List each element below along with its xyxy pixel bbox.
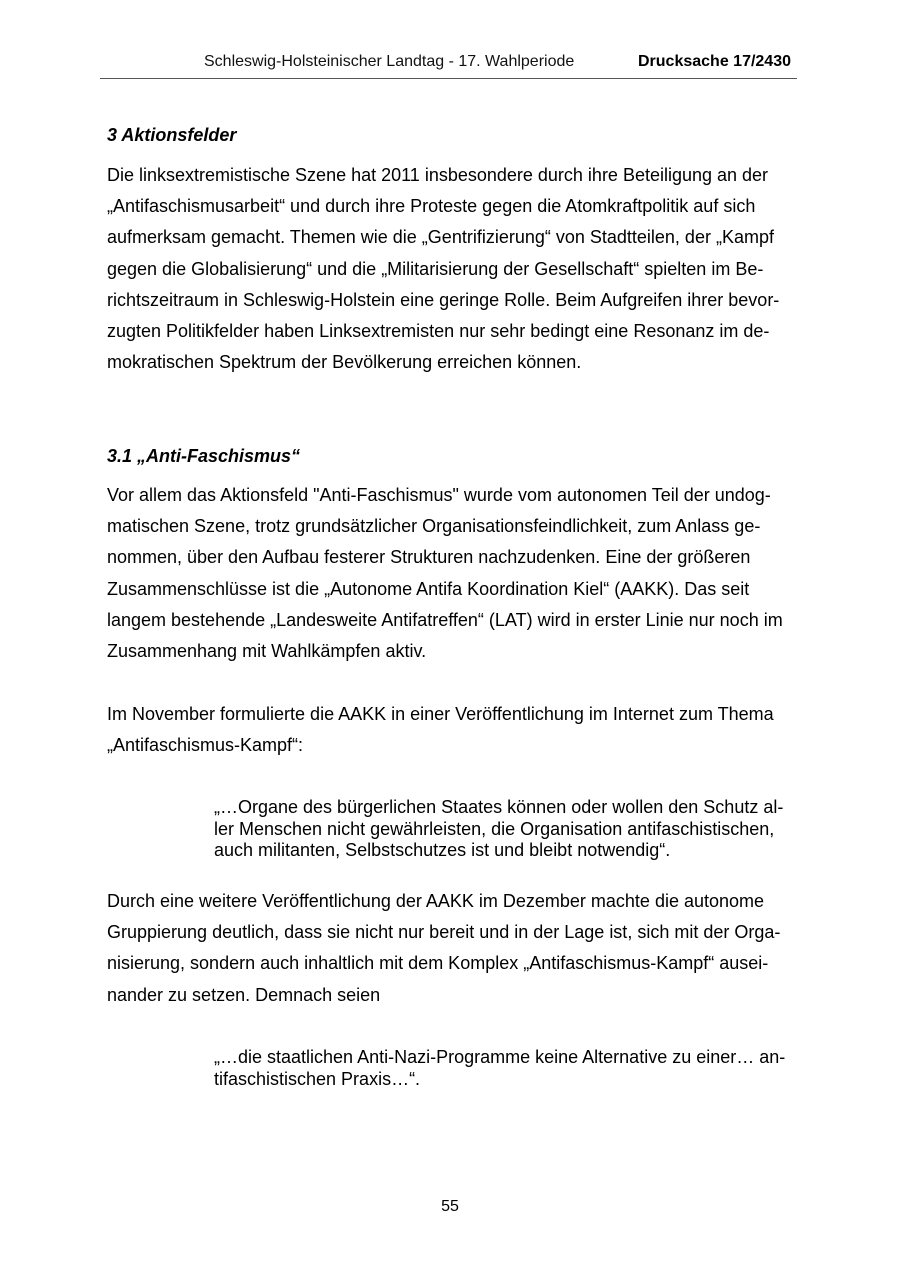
block-quote-1 (214, 797, 783, 862)
section-3-1-paragraph-3 (107, 886, 780, 1011)
paragraph-line: Im November formulierte die AAKK in einer Veröffentlichung im Internet zum Thema (107, 704, 774, 724)
quote-line: ler Menschen nicht gewährleisten, die Organisation antifaschistischen, (214, 818, 775, 839)
paragraph-line: Gruppierung deutlich, dass sie nicht nur bereit und in der Lage ist, sich mit der Orga- (107, 922, 781, 943)
paragraph-line: „Antifaschismusarbeit“ und durch ihre Proteste gegen die Atomkraftpolitik auf sich (107, 196, 756, 217)
quote-line: auch militanten, Selbstschutzes ist und bleibt notwendig“. (214, 840, 671, 860)
section-3-paragraph (107, 160, 779, 378)
page-header (100, 0, 797, 79)
paragraph-line: Zusammenschlüsse ist die „Autonome Antifa Koordination Kiel“ (AAKK). Das seit (107, 578, 750, 599)
paragraph-line: Zusammenhang mit Wahlkämpfen aktiv. (107, 641, 427, 662)
paragraph-line: gegen die Globalisierung“ und die „Militarisierung der Gesellschaft“ spielten im Be- (107, 258, 764, 279)
paragraph-line: nander zu setzen. Demnach seien (107, 984, 381, 1005)
quote-line: „…die staatlichen Anti-Nazi-Programme keine Alternative zu einer… an- (214, 1047, 786, 1067)
page-number: 55 (441, 1198, 459, 1215)
paragraph-line: Vor allem das Aktionsfeld "Anti-Faschismus" wurde vom autonomen Teil der undog- (107, 485, 771, 505)
paragraph-line: langem bestehende „Landesweite Antifatreffen“ (LAT) wird in erster Linie nur noch im (107, 609, 783, 630)
paragraph-line: nommen, über den Aufbau festerer Strukturen nachzudenken. Eine der größeren (107, 547, 751, 568)
paragraph-line: Die linksextremistische Szene hat 2011 insbesondere durch ihre Beteiligung an der (107, 165, 769, 185)
section-3-1-paragraph-1 (107, 480, 783, 667)
paragraph-line: „Antifaschismus-Kampf“: (107, 735, 304, 756)
block-quote-2 (214, 1047, 785, 1090)
paragraph-line: nisierung, sondern auch inhaltlich mit dem Komplex „Antifaschismus-Kampf“ ausei- (107, 953, 769, 974)
quote-line: „…Organe des bürgerlichen Staates können oder wollen den Schutz al- (214, 797, 784, 817)
section-3-1-heading: 3.1 „Anti-Faschismus“ (107, 446, 301, 466)
paragraph-line: aufmerksam gemacht. Themen wie die „Gentrifizierung“ von Stadtteilen, der „Kampf (107, 227, 774, 248)
paragraph-line: zugten Politikfelder haben Linksextremisten nur sehr bedingt eine Resonanz im de- (107, 321, 770, 342)
header-title: Schleswig-Holsteinischer Landtag - 17. Wahlperiode (204, 53, 575, 70)
paragraph-line: mokratischen Spektrum der Bevölkerung erreichen können. (107, 352, 582, 373)
paragraph-line: richtszeitraum in Schleswig-Holstein eine geringe Rolle. Beim Aufgreifen ihrer bevor- (107, 289, 780, 310)
quote-line: tifaschistischen Praxis…“. (214, 1068, 421, 1089)
document-number: Drucksache 17/2430 (638, 53, 791, 70)
section-3-1-paragraph-2 (107, 699, 774, 761)
section-3-heading: 3 Aktionsfelder (107, 125, 237, 145)
paragraph-line: Durch eine weitere Veröffentlichung der AAKK im Dezember machte die autonome (107, 891, 765, 911)
paragraph-line: matischen Szene, trotz grundsätzlicher Organisationsfeindlichkeit, zum Anlass ge- (107, 516, 761, 537)
